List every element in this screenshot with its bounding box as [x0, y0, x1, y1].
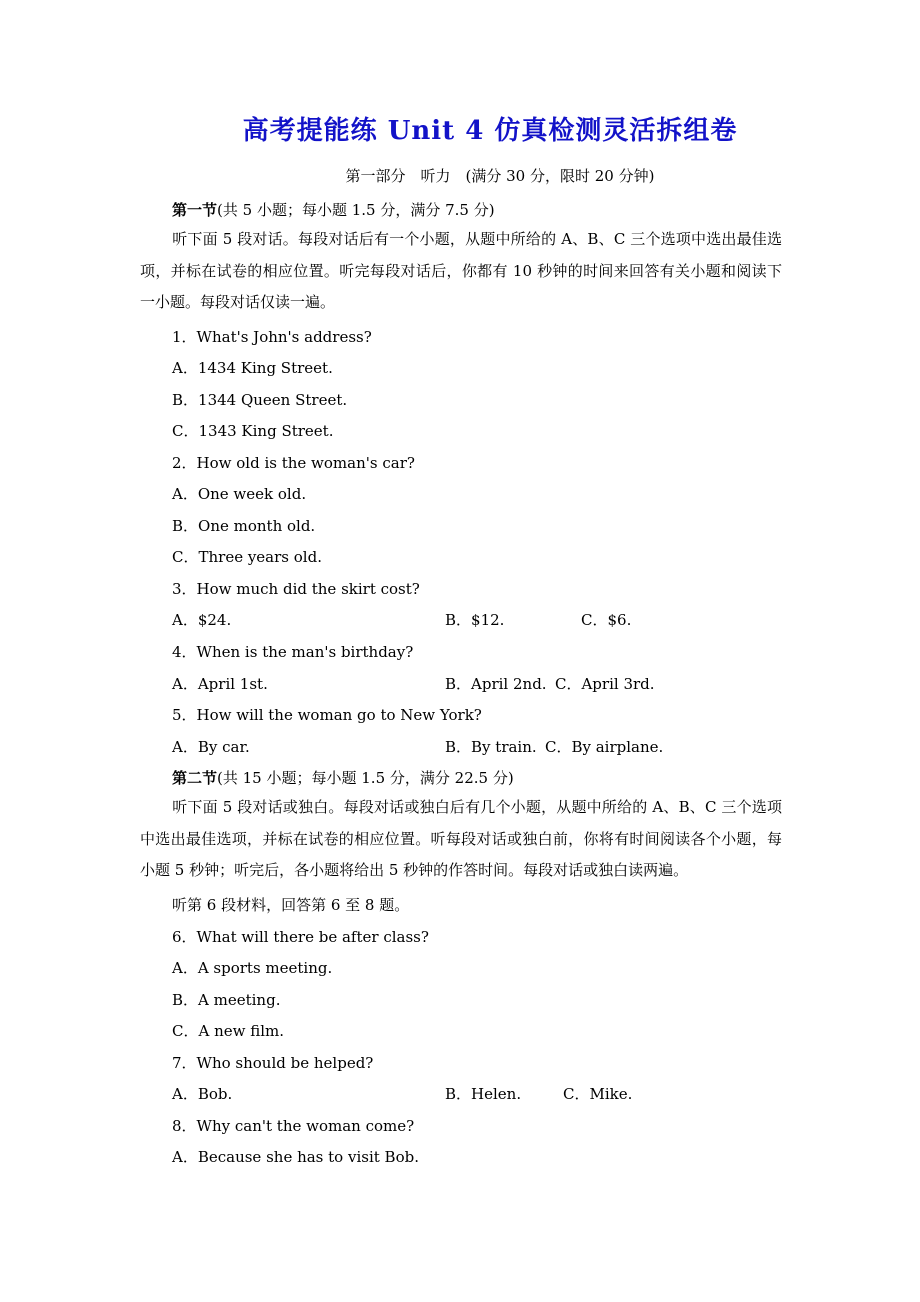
page-title: 高考提能练 Unit 4 仿真检测灵活拆组卷 [242, 116, 738, 146]
q3-option-b: B．$12. [445, 611, 505, 629]
question-3-stem: 3．How much did the skirt cost? [172, 580, 420, 598]
q6-option-a: A．A sports meeting. [172, 959, 333, 977]
q4-option-b: B．April 2nd. [445, 675, 547, 693]
section2-heading-rest: (共 15 小题；每小题 1.5 分，满分 22.5 分) [217, 769, 514, 787]
q5-option-a: A．By car. [172, 738, 250, 756]
section1-heading-rest: (共 5 小题；每小题 1.5 分，满分 7.5 分) [217, 201, 495, 219]
q1-option-a: A．1434 King Street. [172, 359, 333, 377]
q5-option-b: B．By train. [445, 738, 537, 756]
section2-instructions: 听下面 5 段对话或独白。每段对话或独白后有几个小题，从题中所给的 A、B、C 三个选项中选出最佳选项，并标在试卷的相应位置。听每段对话或独白前，你将有时间阅读各个小题，每小题 5 秒钟；听完后，各小题将给出 5 秒钟的作答时间。每段对话或独白读两遍。 [140, 798, 782, 879]
question-8-stem: 8．Why can't the woman come? [172, 1117, 415, 1135]
question-2-stem: 2．How old is the woman's car? [172, 454, 415, 472]
q1-option-c: C．1343 King Street. [172, 422, 334, 440]
section1-heading [172, 199, 495, 220]
question-6-stem: 6．What will there be after class? [172, 928, 429, 946]
material-6-note: 听第 6 段材料，回答第 6 至 8 题。 [172, 896, 410, 914]
question-5-stem: 5．How will the woman go to New York? [172, 706, 482, 724]
q4-option-c: C．April 3rd. [555, 675, 655, 693]
q4-option-a: A．April 1st. [172, 675, 268, 693]
section2-heading-bold: 第二节 [172, 769, 218, 787]
question-1-stem: 1．What's John's address? [172, 328, 372, 346]
q8-option-a: A．Because she has to visit Bob. [172, 1148, 419, 1166]
section2-heading [172, 767, 514, 788]
q3-option-a: A．$24. [172, 611, 232, 629]
q6-option-c: C．A new film. [172, 1022, 285, 1040]
section1-heading-bold: 第一节 [172, 201, 218, 219]
q3-option-c: C．$6. [581, 611, 632, 629]
q7-option-a: A．Bob. [172, 1085, 233, 1103]
q2-option-b: B．One month old. [172, 517, 316, 535]
question-4-stem: 4．When is the man's birthday? [172, 643, 414, 661]
section1-instructions: 听下面 5 段对话。每段对话后有一个小题，从题中所给的 A、B、C 三个选项中选出最佳选项，并标在试卷的相应位置。听完每段对话后，你都有 10 秒钟的时间来回答有关小题和阅读下一小题。每段对话仅读一遍。 [140, 230, 782, 311]
q5-option-c: C．By airplane. [545, 738, 664, 756]
q2-option-a: A．One week old. [172, 485, 307, 503]
q1-option-b: B．1344 Queen Street. [172, 391, 348, 409]
q2-option-c: C．Three years old. [172, 548, 322, 566]
part-subtitle: 第一部分 听力 (满分 30 分，限时 20 分钟) [345, 167, 655, 185]
q7-option-c: C．Mike. [563, 1085, 633, 1103]
q6-option-b: B．A meeting. [172, 991, 281, 1009]
question-7-stem: 7．Who should be helped? [172, 1054, 374, 1072]
q7-option-b: B．Helen. [445, 1085, 522, 1103]
